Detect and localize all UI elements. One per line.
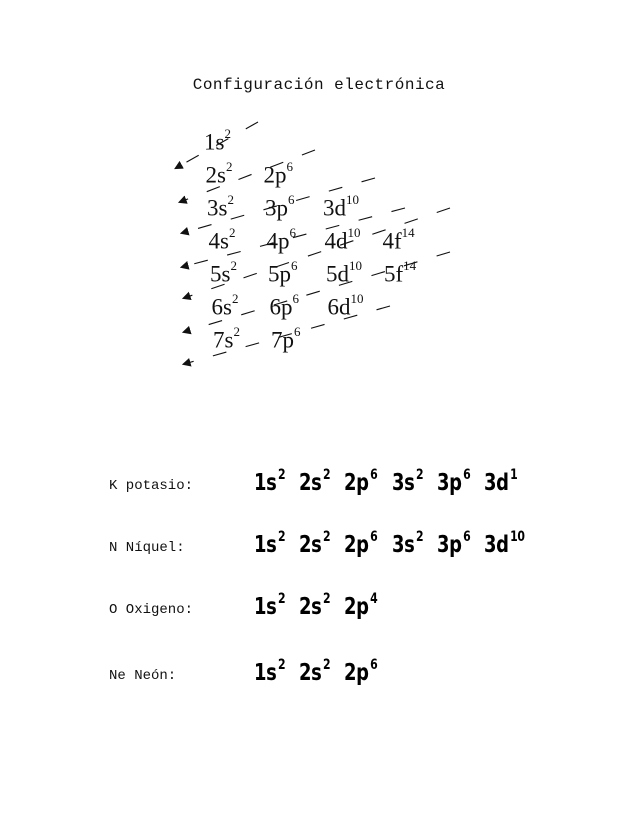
config-term-3d: 3d $^{10}$: [484, 529, 525, 558]
config-term-3s: 3s $^2$: [391, 529, 423, 558]
orbital-6s: $6s^2$: [211, 291, 239, 320]
config-row-potasio: [0, 467, 638, 520]
orbital-3s: $3s^2$: [207, 192, 234, 221]
orbital-2s: $2s^2$: [205, 159, 233, 188]
config-term-1s: 1s $^2$: [254, 591, 286, 620]
config-term-2p: 2p $^4$: [343, 591, 378, 620]
orbital-7s: $7s^2$: [213, 324, 240, 353]
orbital-3d: $3d^{10}$: [323, 192, 359, 221]
aufbau-diagram: [160, 110, 480, 390]
config-term-2s: 2s $^2$: [298, 657, 331, 686]
config-row-oxigeno: [0, 591, 638, 644]
orbital-5f: $5f^{14}$: [384, 258, 417, 287]
config-term-2s: 2s $^2$: [298, 529, 331, 558]
config-term-2p: 2p $^6$: [343, 529, 378, 558]
config-term-2s: 2s $^2$: [298, 591, 331, 620]
config-term-1s: 1s $^2$: [254, 657, 286, 686]
config-terms: [254, 467, 532, 496]
config-row-neon: [0, 657, 638, 710]
orbital-4p: $4p^6$: [266, 225, 296, 254]
orbital-5d: $5d^{10}$: [326, 258, 362, 287]
orbital-3p: $3p^6$: [265, 192, 295, 221]
orbital-6d: $6d^{10}$: [327, 291, 364, 320]
config-term-3p: 3p $^6$: [436, 529, 470, 558]
orbital-2p: $2p^6$: [263, 159, 293, 188]
page-title: Configuración electrónica: [192, 76, 446, 94]
config-terms: [254, 529, 541, 558]
config-terms: [254, 657, 392, 686]
config-term-1s: 1s $^2$: [254, 529, 286, 558]
element-label: N Níquel:: [109, 540, 185, 556]
config-term-2p: 2p $^6$: [343, 657, 378, 686]
config-term-1s: 1s $^2$: [254, 467, 286, 496]
element-label: Ne Neón:: [109, 668, 177, 684]
orbital-7p: $7p^6$: [271, 324, 301, 353]
orbital-1s: $1s^2$: [204, 126, 231, 155]
element-label: O Oxigeno:: [109, 602, 194, 618]
orbital-5p: $5p^6$: [268, 258, 298, 287]
config-term-3s: 3s $^2$: [391, 467, 423, 496]
config-term-3p: 3p $^6$: [436, 467, 470, 496]
config-row-niquel: [0, 529, 638, 582]
config-term-3d: 3d $^1$: [484, 467, 518, 496]
element-label: K potasio:: [109, 478, 194, 494]
orbital-4d: $4d^{10}$: [324, 225, 361, 254]
orbital-4f: $4f^{14}$: [382, 225, 415, 254]
orbital-5s: $5s^2$: [210, 258, 237, 287]
config-term-2s: 2s $^2$: [298, 467, 331, 496]
orbital-6p: $6p^6$: [269, 291, 299, 320]
orbital-4s: $4s^2$: [208, 225, 236, 254]
config-term-2p: 2p $^6$: [343, 467, 378, 496]
config-terms: [254, 591, 392, 620]
